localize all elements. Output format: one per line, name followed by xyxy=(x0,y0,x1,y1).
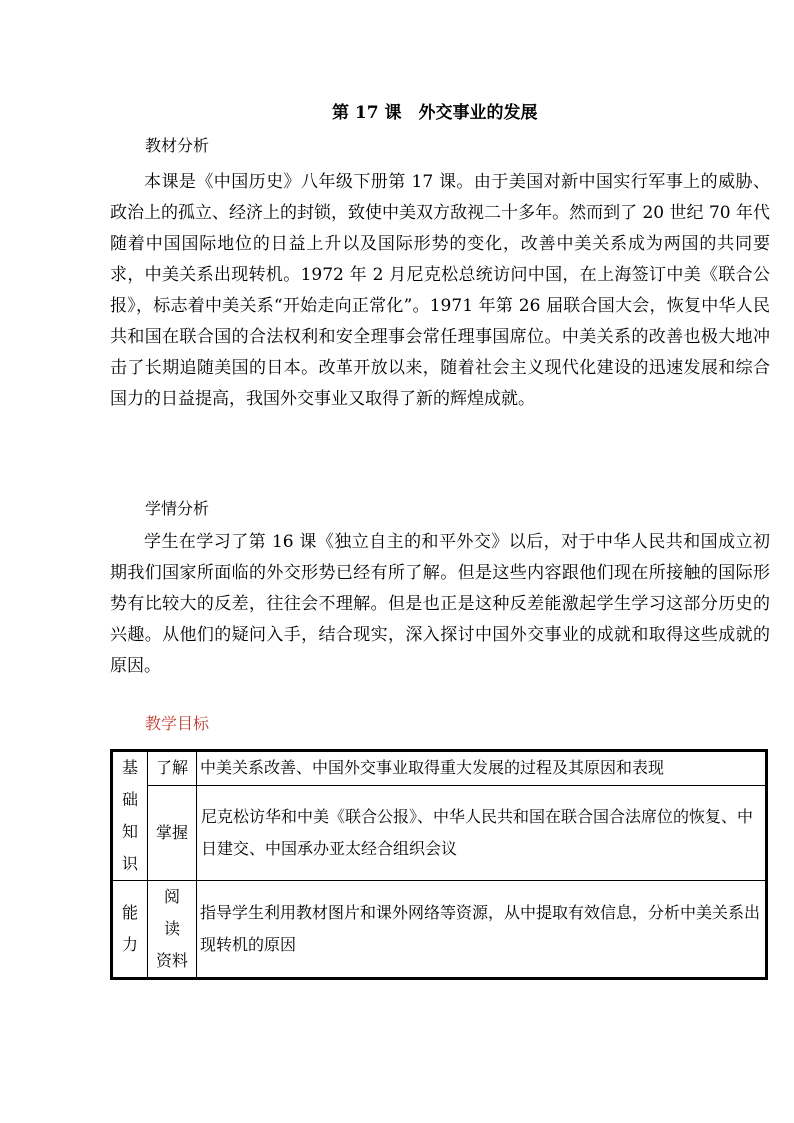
content-understand: 中美关系改善、中国外交事业取得重大发展的过程及其原因和表现 xyxy=(197,751,767,786)
category-char: 知 xyxy=(121,822,138,841)
content-reading: 指导学生利用教材图片和课外网络等资源，从中提取有效信息，分析中美关系出现转机的原因 xyxy=(197,881,767,979)
table-row xyxy=(112,751,767,786)
lesson-title: 第 17 课 外交事业的发展 xyxy=(332,103,538,123)
student-analysis-heading: 学情分析 xyxy=(145,499,210,518)
table-row xyxy=(112,785,767,880)
category-char: 力 xyxy=(121,935,138,954)
level-char: 阅 读 xyxy=(163,887,197,938)
category-char: 识 xyxy=(121,854,138,873)
level-char: 资料 xyxy=(155,951,188,970)
material-analysis-paragraph: 本课是《中国历史》八年级下册第 17 课。由于美国对新中国实行军事上的威胁、政治上的孤立、经济上的封锁，致使中美双方敌视二十多年。然而到了 20 世纪 70 年代随着中国国际地位的日益上升以及国际形势的变化，改善中美关系成为两国的共同要求，中美关系出现转机。1972 年 2 月尼克松总统访问中国，在上海签订中美《联合公报》，标志着中美关系“开始走向正常化”。1971 年第 26 届联合国大会，恢复中华人民共和国在联合国的合法权利和安全理事会常任理事国席位。中美关系的改善也极大地冲击了长期追随美国的日本。改革开放以来，随着社会主义现代化建设的迅速发展和综合国力的日益提高，我国外交事业又取得了新的辉煌成就。 xyxy=(110,172,770,409)
category-basic-knowledge xyxy=(112,751,148,881)
teaching-goals-table xyxy=(110,749,768,980)
category-char: 基 xyxy=(121,758,138,777)
category-char: 础 xyxy=(121,790,138,809)
student-analysis-paragraph: 学生在学习了第 16 课《独立自主的和平外交》以后，对于中华人民共和国成立初期我们国家所面临的外交形势已经有所了解。但是这些内容跟他们现在所接触的国际形势有比较大的反差，往往会不理解。但是也正是这种反差能激起学生学习这部分历史的兴趣。从他们的疑问入手，结合现实，深入探讨中国外交事业的成就和取得这些成就的原因。 xyxy=(110,532,770,676)
level-understand: 了解 xyxy=(148,751,197,786)
content-master: 尼克松访华和中美《联合公报》、中华人民共和国在联合国合法席位的恢复、中日建交、中国承办亚太经合组织会议 xyxy=(197,785,767,880)
category-char: 能 xyxy=(121,903,138,922)
material-analysis-heading: 教材分析 xyxy=(145,136,210,155)
level-reading xyxy=(148,881,197,979)
level-master: 掌握 xyxy=(148,785,197,880)
table-row xyxy=(112,881,767,979)
category-ability xyxy=(112,881,148,979)
teaching-goals-heading: 教学目标 xyxy=(145,714,210,733)
